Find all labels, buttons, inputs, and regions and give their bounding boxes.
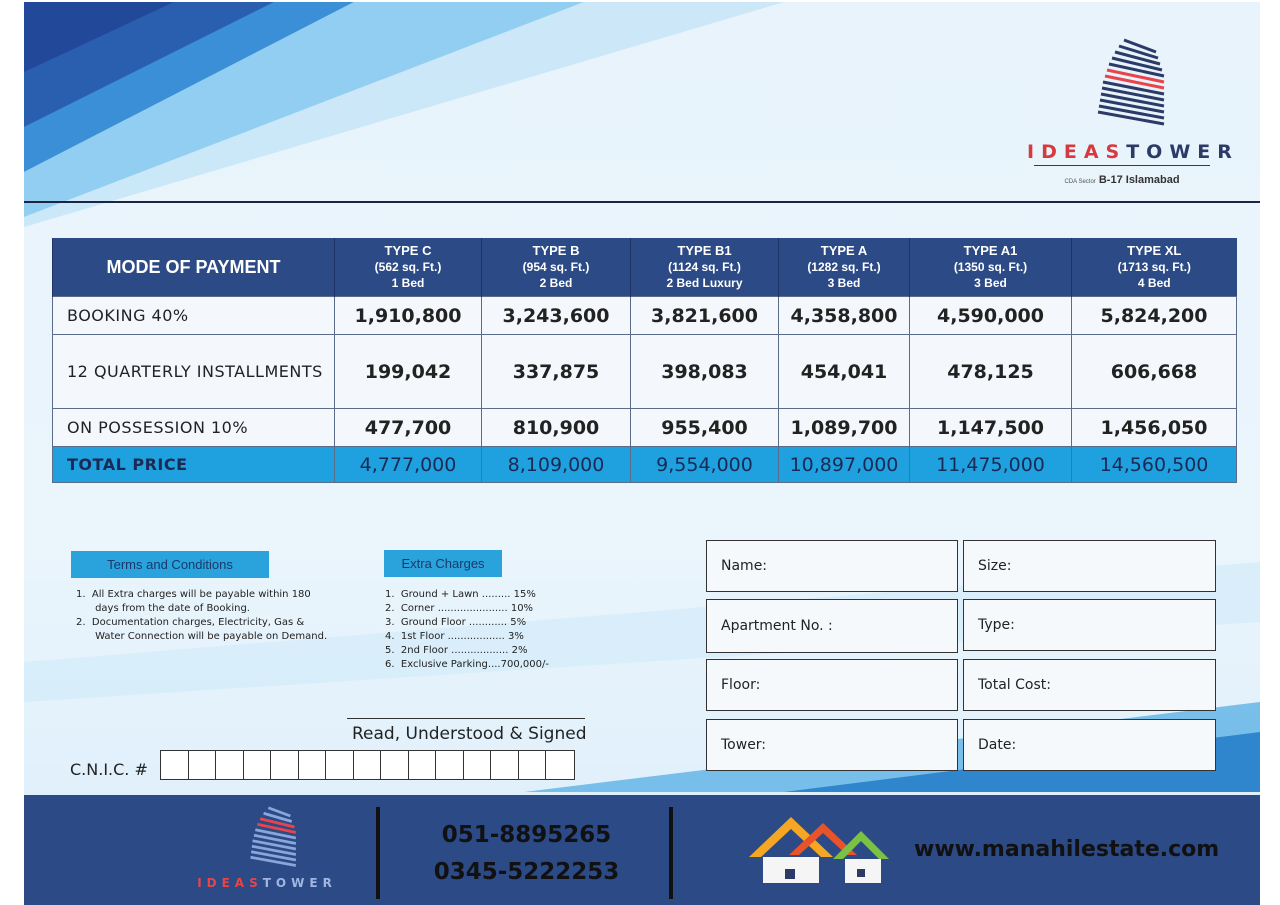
header-type-b: TYPE B (954 sq. Ft.) 2 Bed <box>482 238 631 297</box>
phone-2[interactable]: 0345-5222253 <box>433 859 620 885</box>
footer-logo-wordmark: IDEASTOWER <box>197 876 337 890</box>
list-item: days from the date of Booking. <box>76 603 250 614</box>
type-field[interactable]: Type: <box>963 599 1216 651</box>
list-item: Water Connection will be payable on Demand. <box>76 631 328 642</box>
ideas-tower-logo <box>1027 36 1239 186</box>
table-header-row <box>53 238 1237 297</box>
payment-plan-table <box>52 238 1237 483</box>
logo-wordmark: IDEASTOWER <box>1027 141 1239 163</box>
extra-charges-list <box>385 588 549 672</box>
table-row-installments: 12 QUARTERLY INSTALLMENTS 199,042 337,875 398,083 454,041 478,125 606,668 <box>53 335 1237 409</box>
header-type-b1: TYPE B1 (1124 sq. Ft.) 2 Bed Luxury <box>631 238 779 297</box>
header-type-a1: TYPE A1 (1350 sq. Ft.) 3 Bed <box>910 238 1072 297</box>
table-row-total: TOTAL PRICE 4,777,000 8,109,000 9,554,000 10,897,000 11,475,000 14,560,500 <box>53 447 1237 483</box>
price-sheet <box>24 2 1260 905</box>
list-item: 3. Ground Floor ............ 5% <box>385 617 527 628</box>
header-type-xl: TYPE XL (1713 sq. Ft.) 4 Bed <box>1072 238 1237 297</box>
footer-logo <box>192 805 342 890</box>
size-field[interactable]: Size: <box>963 540 1216 592</box>
header-divider <box>24 201 1260 203</box>
header-type-a: TYPE A (1282 sq. Ft.) 3 Bed <box>779 238 910 297</box>
list-item: 4. 1st Floor .................. 3% <box>385 631 524 642</box>
footer-bar <box>24 795 1260 905</box>
footer-divider <box>376 807 380 899</box>
list-item: 2. Corner ...................... 10% <box>385 603 534 614</box>
phone-1[interactable]: 051-8895265 <box>441 822 612 848</box>
list-item: 1. All Extra charges will be payable within 180 <box>76 589 311 600</box>
list-item: 6. Exclusive Parking....700,000/- <box>385 659 549 670</box>
table-row-booking: BOOKING 40% 1,910,800 3,243,600 3,821,600 4,358,800 4,590,000 5,824,200 <box>53 297 1237 335</box>
name-field[interactable]: Name: <box>706 540 958 592</box>
cnic-input-boxes[interactable] <box>160 750 575 780</box>
signature-label: Read, Understood & Signed <box>352 724 587 744</box>
total-cost-field[interactable]: Total Cost: <box>963 659 1216 711</box>
footer-divider <box>669 807 673 899</box>
terms-title: Terms and Conditions <box>71 551 269 578</box>
building-logo-icon <box>1072 36 1172 132</box>
header-type-c: TYPE C (562 sq. Ft.) 1 Bed <box>335 238 482 297</box>
header-mode-of-payment: MODE OF PAYMENT <box>53 238 335 297</box>
terms-list <box>76 588 327 644</box>
manahil-estate-houses-icon <box>749 815 899 887</box>
table-row-possession: ON POSSESSION 10% 477,700 810,900 955,400 1,089,700 1,147,500 1,456,050 <box>53 409 1237 447</box>
signature-line <box>347 718 585 719</box>
building-logo-icon <box>232 805 302 871</box>
list-item: 5. 2nd Floor .................. 2% <box>385 645 528 656</box>
date-field[interactable]: Date: <box>963 719 1216 771</box>
list-item: 1. Ground + Lawn ......... 15% <box>385 589 536 600</box>
list-item: 2. Documentation charges, Electricity, Gas & <box>76 617 305 628</box>
tower-field[interactable]: Tower: <box>706 719 958 771</box>
phone-numbers <box>419 817 634 891</box>
floor-field[interactable]: Floor: <box>706 659 958 711</box>
website-link[interactable]: www.manahilestate.com <box>914 837 1220 862</box>
apartment-no-field[interactable]: Apartment No. : <box>706 599 958 653</box>
extra-charges-title: Extra Charges <box>384 550 502 577</box>
cnic-label: C.N.I.C. # <box>70 760 148 779</box>
logo-location: CDA Sector B-17 Islamabad <box>1064 174 1180 186</box>
